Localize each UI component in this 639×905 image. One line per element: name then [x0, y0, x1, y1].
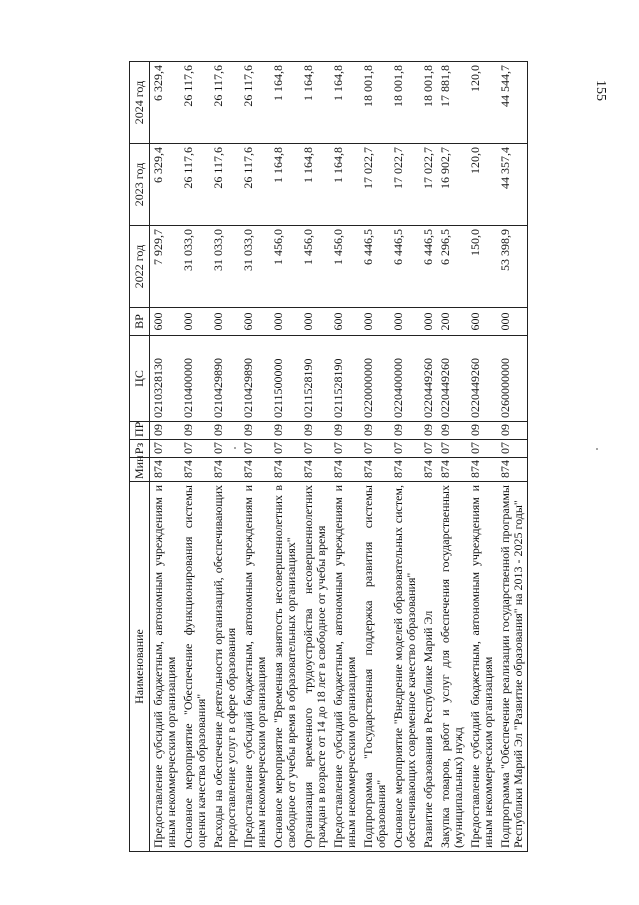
- row-cs-cell: 0220449260: [437, 336, 467, 422]
- row-pr-cell: 09: [437, 422, 467, 440]
- header-pr: ПР: [130, 422, 150, 440]
- row-vr-cell: 000: [180, 308, 210, 336]
- row-min-cell: 874: [210, 458, 240, 482]
- row-2022-cell: 1 456,0: [270, 226, 300, 308]
- row-pr-cell: 09: [240, 422, 270, 440]
- row-vr-cell: 200: [437, 308, 467, 336]
- row-2023-cell: 120,0: [467, 144, 497, 226]
- row-min-cell: 874: [467, 458, 497, 482]
- row-2022-cell: 6 296,5: [437, 226, 467, 308]
- row-2023-cell: 26 117,6: [240, 144, 270, 226]
- row-cs-cell: 0260000000: [497, 336, 528, 422]
- row-rz-cell: 07: [390, 440, 420, 458]
- row-2022-cell: 6 446,5: [390, 226, 420, 308]
- row-2023-cell: 17 022,7: [420, 144, 437, 226]
- row-pr-cell: 09: [270, 422, 300, 440]
- row-2022-cell: 31 033,0: [210, 226, 240, 308]
- row-min-cell: 874: [270, 458, 300, 482]
- row-name-cell: Предоставление субсидий бюджетным, автономным учреждениям и иным некоммерческим организациям: [467, 482, 497, 852]
- row-rz-cell: 07: [467, 440, 497, 458]
- row-name-cell: Подпрограмма "Обеспечение реализации государственной программы Республики Марий Эл "Развитие образования" на 2013 - 2025 годы": [497, 482, 528, 852]
- row-vr-cell: 600: [330, 308, 360, 336]
- row-2024-cell: 1 164,8: [330, 62, 360, 144]
- row-rz-cell: 07: [300, 440, 330, 458]
- row-2023-cell: 44 357,4: [497, 144, 528, 226]
- row-rz-cell: 07: [497, 440, 528, 458]
- row-min-cell: 874: [240, 458, 270, 482]
- row-name-cell: Предоставление субсидий бюджетным, автономным учреждениям и иным некоммерческим организациям: [330, 482, 360, 852]
- row-rz-cell: 07: [360, 440, 390, 458]
- row-pr-cell: 09: [300, 422, 330, 440]
- row-vr-cell: 000: [420, 308, 437, 336]
- row-pr-cell: 09: [210, 422, 240, 440]
- row-2023-cell: 17 022,7: [360, 144, 390, 226]
- row-vr-cell: 000: [210, 308, 240, 336]
- row-name-cell: Основное мероприятие "Временная занятость несовершеннолетних в свободное от учебы время в образовательных организациях": [270, 482, 300, 852]
- header-vr: ВР: [130, 308, 150, 336]
- table-row: [437, 62, 467, 852]
- row-name-cell: Закупка товаров, работ и услуг для обеспечения государственных (муниципальных) нужд: [437, 482, 467, 852]
- budget-table: [129, 61, 528, 852]
- row-2022-cell: 6 446,5: [420, 226, 437, 308]
- row-2024-cell: 1 164,8: [300, 62, 330, 144]
- table-row: [300, 62, 330, 852]
- row-vr-cell: 000: [360, 308, 390, 336]
- table-row: [270, 62, 300, 852]
- row-vr-cell: 000: [390, 308, 420, 336]
- row-pr-cell: 09: [330, 422, 360, 440]
- table-row: [467, 62, 497, 852]
- row-2024-cell: 44 544,7: [497, 62, 528, 144]
- row-2024-cell: 18 001,8: [420, 62, 437, 144]
- row-name-cell: Организация временного трудоустройства несовершеннолетних граждан в возрасте от 14 до 18 лет в свободное от учебы время: [300, 482, 330, 852]
- row-2022-cell: 1 456,0: [300, 226, 330, 308]
- row-rz-cell: 07: [330, 440, 360, 458]
- header-2023: 2023 год: [130, 144, 150, 226]
- row-2023-cell: 16 902,7: [437, 144, 467, 226]
- row-2022-cell: 1 456,0: [330, 226, 360, 308]
- table-row: [240, 62, 270, 852]
- row-rz-cell: 07: [270, 440, 300, 458]
- page-number: 155: [593, 80, 608, 101]
- row-pr-cell: 09: [467, 422, 497, 440]
- row-2024-cell: 1 164,8: [270, 62, 300, 144]
- row-cs-cell: 0211528190: [330, 336, 360, 422]
- row-name-cell: Развитие образования в Республике Марий Эл: [420, 482, 437, 852]
- row-2022-cell: 7 929,7: [150, 226, 181, 308]
- row-2022-cell: 150,0: [467, 226, 497, 308]
- row-name-cell: Предоставление субсидий бюджетным, автономным учреждениям и иным некоммерческим организациям: [150, 482, 181, 852]
- row-2023-cell: 26 117,6: [210, 144, 240, 226]
- row-name-cell: Основное мероприятие "Внедрение моделей образовательных систем, обеспечивающих современное качество образования": [390, 482, 420, 852]
- row-pr-cell: 09: [150, 422, 181, 440]
- row-rz-cell: 07: [437, 440, 467, 458]
- row-name-cell: Подпрограмма "Государственная поддержка развития системы образования": [360, 482, 390, 852]
- row-min-cell: 874: [300, 458, 330, 482]
- table-row: [180, 62, 210, 852]
- row-2024-cell: 26 117,6: [240, 62, 270, 144]
- header-2024: 2024 год: [130, 62, 150, 144]
- table-row: [360, 62, 390, 852]
- header-cs: ЦС: [130, 336, 150, 422]
- header-rz: Рз: [130, 440, 150, 458]
- row-cs-cell: 0220400000: [390, 336, 420, 422]
- row-cs-cell: 0210328130: [150, 336, 181, 422]
- row-min-cell: 874: [330, 458, 360, 482]
- row-pr-cell: 09: [180, 422, 210, 440]
- row-vr-cell: 600: [467, 308, 497, 336]
- row-cs-cell: 0210429890: [240, 336, 270, 422]
- row-2024-cell: 120,0: [467, 62, 497, 144]
- row-cs-cell: 0210400000: [180, 336, 210, 422]
- row-cs-cell: 0220449260: [420, 336, 437, 422]
- row-rz-cell: 07: [150, 440, 181, 458]
- row-2024-cell: 17 881,8: [437, 62, 467, 144]
- row-rz-cell: 07: [420, 440, 437, 458]
- row-min-cell: 874: [360, 458, 390, 482]
- row-rz-cell: 07: [240, 440, 270, 458]
- row-2023-cell: 1 164,8: [330, 144, 360, 226]
- row-vr-cell: 000: [300, 308, 330, 336]
- row-2022-cell: 31 033,0: [240, 226, 270, 308]
- row-rz-cell: 07: [180, 440, 210, 458]
- row-name-cell: Основное мероприятие "Обеспечение функционирования системы оценки качества образования": [180, 482, 210, 852]
- table-row: [210, 62, 240, 852]
- row-pr-cell: 09: [360, 422, 390, 440]
- row-name-cell: Расходы на обеспечение деятельности организаций, обеспечивающих предоставление услуг в сфере образования: [210, 482, 240, 852]
- table-row: [497, 62, 528, 852]
- row-2022-cell: 6 446,5: [360, 226, 390, 308]
- row-pr-cell: 09: [390, 422, 420, 440]
- row-vr-cell: 000: [497, 308, 528, 336]
- row-min-cell: 874: [150, 458, 181, 482]
- row-2023-cell: 1 164,8: [300, 144, 330, 226]
- rotated-table-container: [129, 62, 614, 852]
- row-min-cell: 874: [497, 458, 528, 482]
- row-2024-cell: 6 329,4: [150, 62, 181, 144]
- row-pr-cell: 09: [497, 422, 528, 440]
- header-2022: 2022 год: [130, 226, 150, 308]
- row-2023-cell: 1 164,8: [270, 144, 300, 226]
- table-row: [330, 62, 360, 852]
- row-2023-cell: 6 329,4: [150, 144, 181, 226]
- row-cs-cell: 0210429890: [210, 336, 240, 422]
- header-min: Мин: [130, 458, 150, 482]
- row-cs-cell: 0220449260: [467, 336, 497, 422]
- row-cs-cell: 0211528190: [300, 336, 330, 422]
- table-row: [420, 62, 437, 852]
- row-2022-cell: 53 398,9: [497, 226, 528, 308]
- table-header-row: [130, 62, 150, 852]
- row-2024-cell: 26 117,6: [180, 62, 210, 144]
- row-vr-cell: 600: [150, 308, 181, 336]
- row-pr-cell: 09: [420, 422, 437, 440]
- row-cs-cell: 0220000000: [360, 336, 390, 422]
- row-min-cell: 874: [420, 458, 437, 482]
- row-2022-cell: 31 033,0: [180, 226, 210, 308]
- row-2024-cell: 18 001,8: [360, 62, 390, 144]
- row-min-cell: 874: [437, 458, 467, 482]
- row-cs-cell: 0211500000: [270, 336, 300, 422]
- row-2023-cell: 17 022,7: [390, 144, 420, 226]
- row-name-cell: Предоставление субсидий бюджетным, автономным учреждениям и иным некоммерческим организациям: [240, 482, 270, 852]
- row-min-cell: 874: [180, 458, 210, 482]
- row-rz-cell: 07: [210, 440, 240, 458]
- header-name: Наименование: [130, 482, 150, 852]
- row-2023-cell: 26 117,6: [180, 144, 210, 226]
- row-2024-cell: 18 001,8: [390, 62, 420, 144]
- table-row: [390, 62, 420, 852]
- row-vr-cell: 000: [270, 308, 300, 336]
- row-min-cell: 874: [390, 458, 420, 482]
- row-2024-cell: 26 117,6: [210, 62, 240, 144]
- table-row: [150, 62, 181, 852]
- row-vr-cell: 600: [240, 308, 270, 336]
